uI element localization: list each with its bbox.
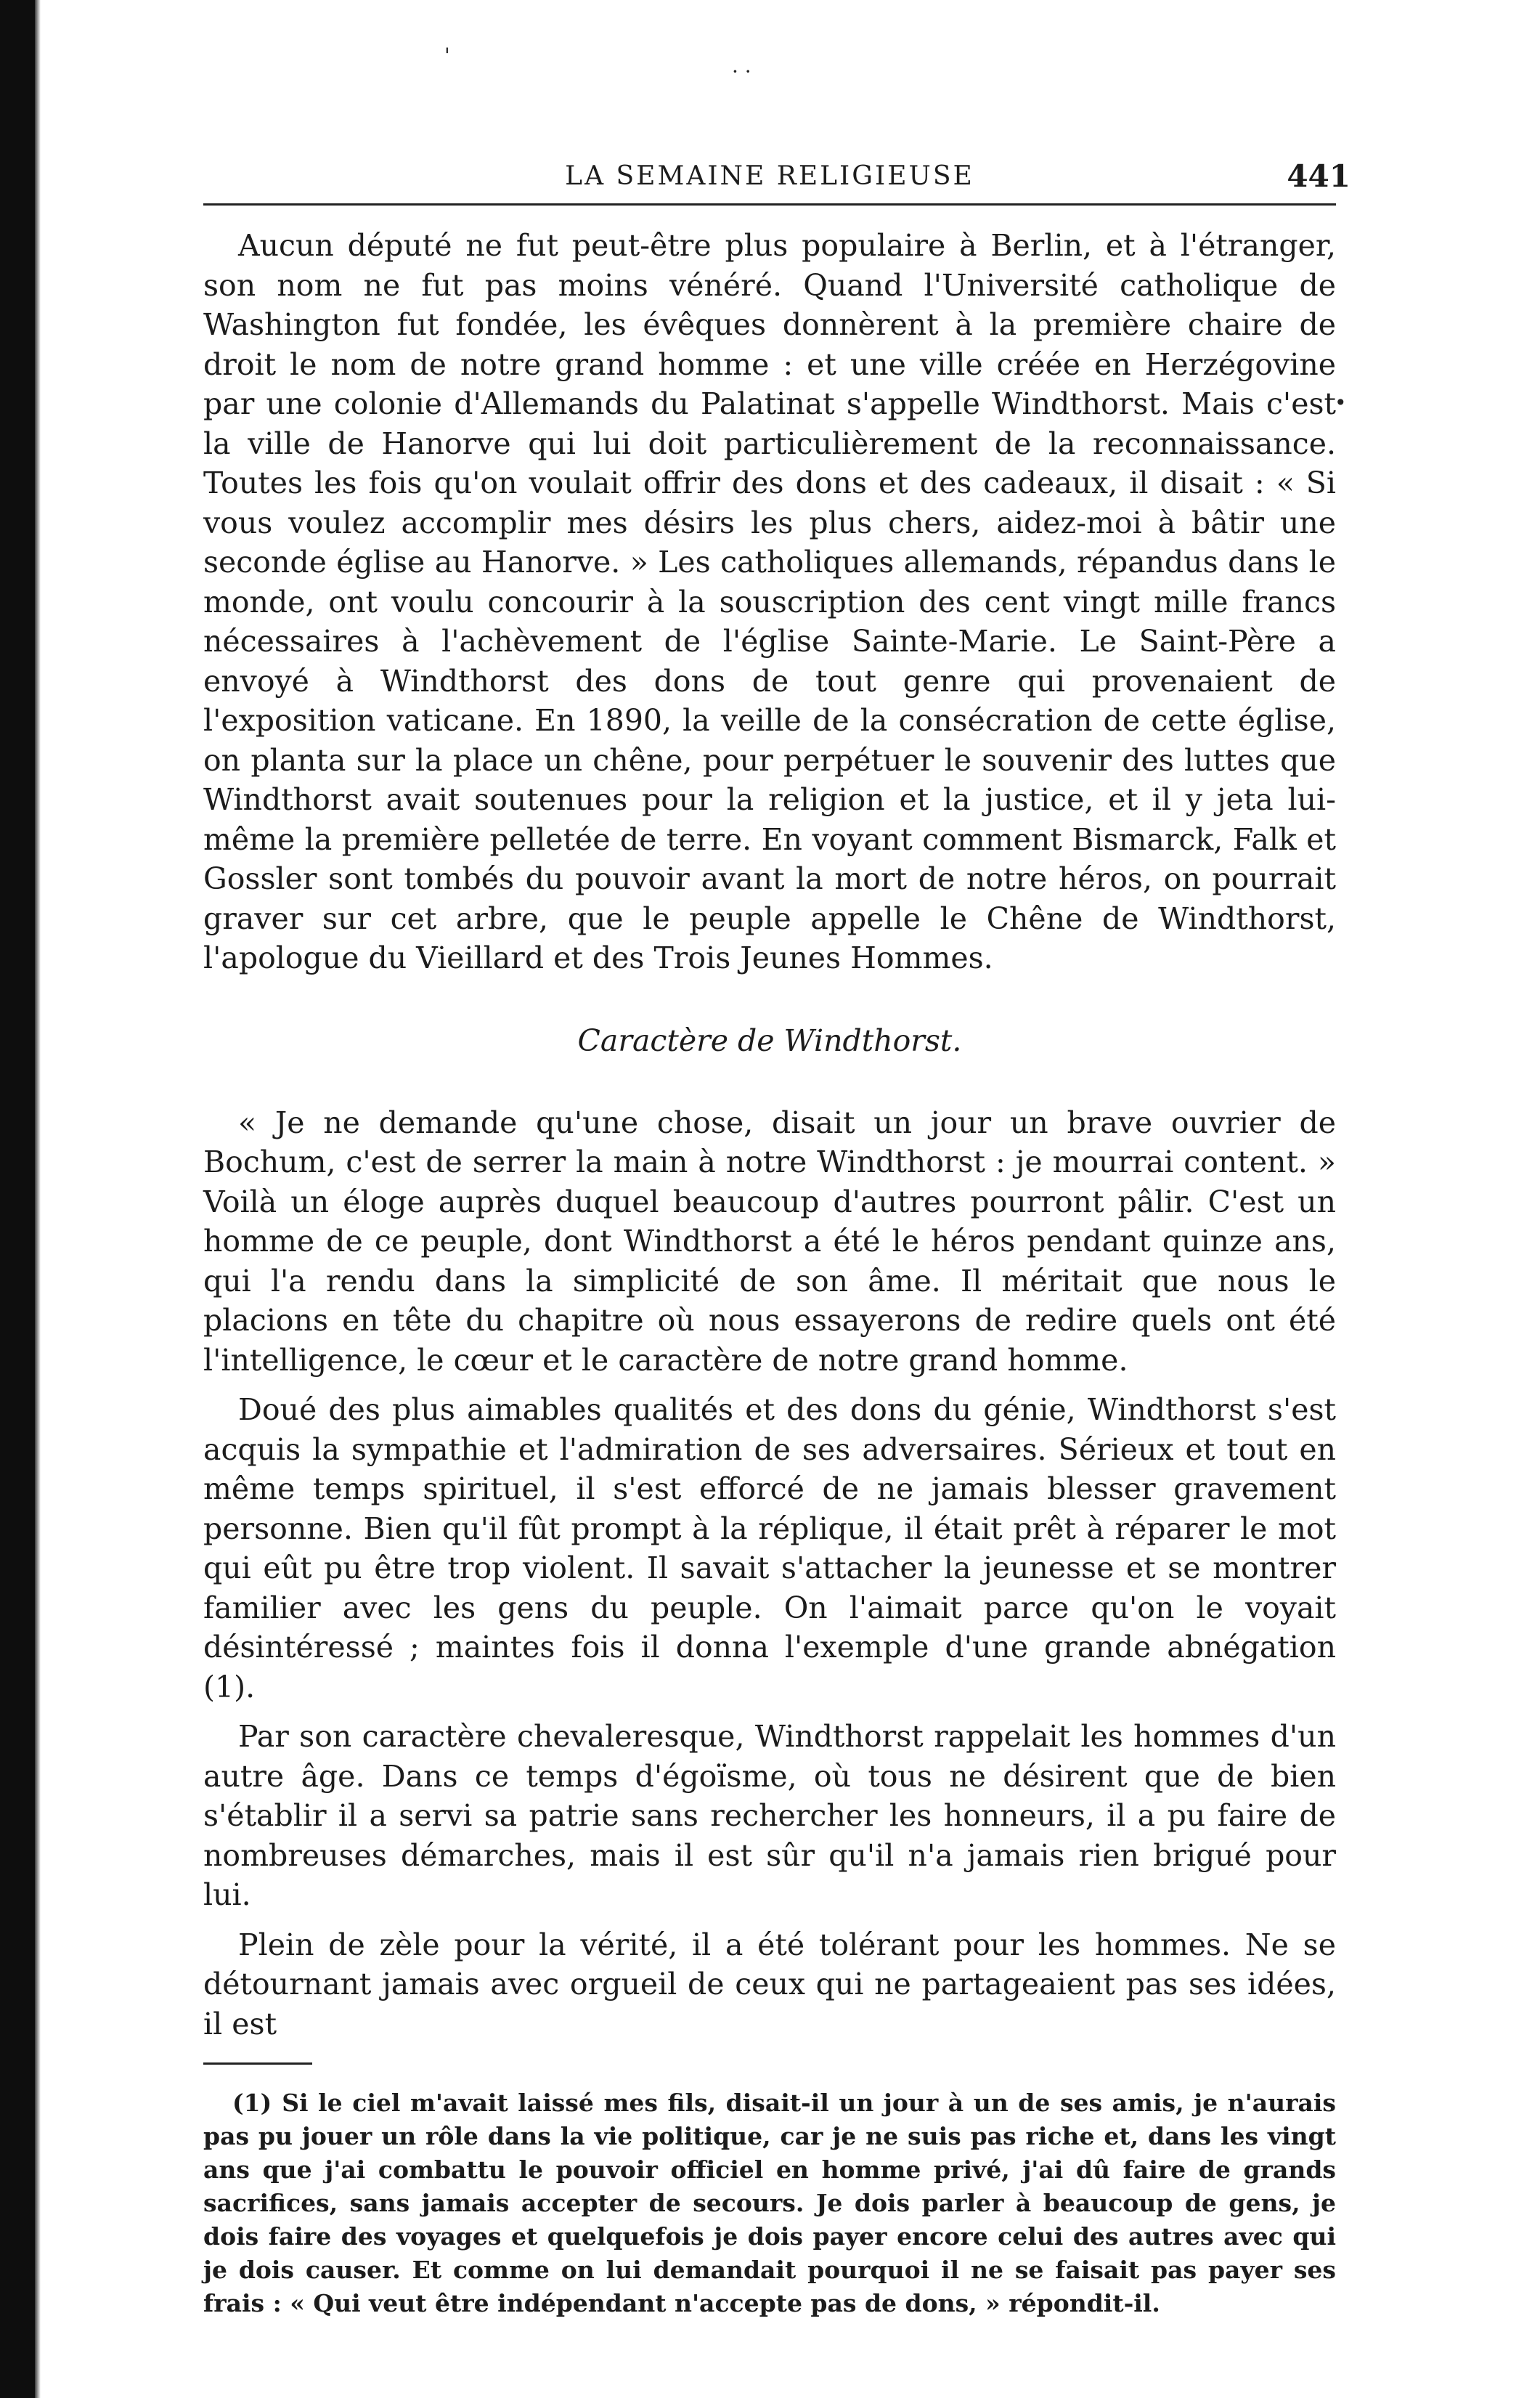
binding-edge — [35, 0, 41, 2398]
paragraph: Plein de zèle pour la vérité, il a été tolérant pour les hommes. Ne se détournant jamais avec orgueil de ceux qui ne partageaient pas ses idées, il est — [203, 1927, 1336, 2041]
print-speck: • — [1335, 391, 1347, 415]
footnote-rule — [203, 2062, 312, 2065]
footnote-text: Si le ciel m'avait laissé mes fils, disait-il un jour à un de ses amis, je n'aurais pas pu jouer un rôle dans la vie politique, car je ne suis pas riche et, dans les vingt ans que j'ai combattu le pouvoir officiel en homme privé, j'ai dû faire de grands sacrifices, sans jamais accepter de secours. Je dois parler à beaucoup de gens, je dois faire des voyages et quelquefois je dois payer encore celui des autres avec qui je dois causer. Et comme on lui demandait pourquoi il ne se faisait pas payer ses frais : « Qui veut être indépendant n'accepte pas de dons, » répondit-il. — [203, 2089, 1336, 2317]
book-binding-shadow — [0, 0, 35, 2398]
document-page — [203, 145, 1350, 2320]
footnote — [203, 2086, 1336, 2320]
section-title: Caractère de Windthorst. — [577, 1023, 962, 1058]
page-number: 441 — [1287, 158, 1350, 194]
print-speck: · · — [732, 60, 751, 84]
running-title: LA SEMAINE RELIGIEUSE — [565, 161, 974, 191]
paragraph: Doué des plus aimables qualités et des dons du génie, Windthorst s'est acquis la sympathie et l'admiration de ses adversaires. Sérieux et tout en même temps spirituel, il s'est efforcé de ne jamais blesser gravement personne. Bien qu'il fût prompt à la réplique, il était prêt à réparer le mot qui eût pu être trop violent. Il savait s'attacher la jeunesse et se montrer familier avec les gens du peuple. On l'aimait parce qu'on le voyait désintéressé ; maintes fois il donna l'exemple d'une grande abnégation (1). — [203, 1392, 1336, 1704]
body-text — [203, 226, 1336, 2044]
footnote-mark: (1) — [232, 2089, 272, 2117]
paragraph: Aucun député ne fut peut-être plus populaire à Berlin, et à l'étranger, son nom ne fut pas moins vénéré. Quand l'Université catholique de Washington fut fondée, les évêques donnèrent à la première chaire de droit le nom de notre grand homme : et une ville créée en Herzégovine par une colonie d'Allemands du Palatinat s'appelle Windthorst. Mais c'est la ville de Hanorve qui lui doit particulièrement de la reconnaissance. Toutes les fois qu'on voulait offrir des dons et des cadeaux, il disait : « Si vous voulez accomplir mes désirs les plus chers, aidez-moi à bâtir une seconde église au Hanorve. » Les catholiques allemands, répandus dans le monde, ont voulu concourir à la souscription des cent vingt mille francs nécessaires à l'achèvement de l'église Sainte-Marie. Le Saint-Père a envoyé à Windthorst des dons de tout genre qui provenaient de l'exposition vaticane. En 1890, la veille de la consécration de cette église, on planta sur la place un chêne, pour perpétuer le souvenir des luttes que Windthorst avait soutenues pour la religion et la justice, et il y jeta lui-même la première pelletée de terre. En voyant comment Bismarck, Falk et Gossler sont tombés du pouvoir avant la mort de notre héros, on pourrait graver sur cet arbre, que le peuple appelle le Chêne de Windthorst, l'apologue du Vieillard et des Trois Jeunes Hommes. — [203, 228, 1336, 975]
paragraph: Par son caractère chevaleresque, Windthorst rappelait les hommes d'un autre âge. Dans ce temps d'égoïsme, où tous ne désirent que de bien s'établir il a servi sa patrie sans rechercher les honneurs, il a pu faire de nombreuses démarches, mais il est sûr qu'il n'a jamais rien brigué pour lui. — [203, 1719, 1336, 1912]
print-speck: ' — [444, 44, 450, 68]
paragraph: « Je ne demande qu'une chose, disait un jour un brave ouvrier de Bochum, c'est de serrer la main à notre Windthorst : je mourrai content. » Voilà un éloge auprès duquel beaucoup d'autres pourront pâlir. C'est un homme de ce peuple, dont Windthorst a été le héros pendant quinze ans, qui l'a rendu dans la simplicité de son âme. Il méritait que nous le placions en tête du chapitre où nous essayerons de redire quels ont été l'intelligence, le cœur et le caractère de notre grand homme. — [203, 1105, 1336, 1378]
page-header — [203, 145, 1350, 206]
